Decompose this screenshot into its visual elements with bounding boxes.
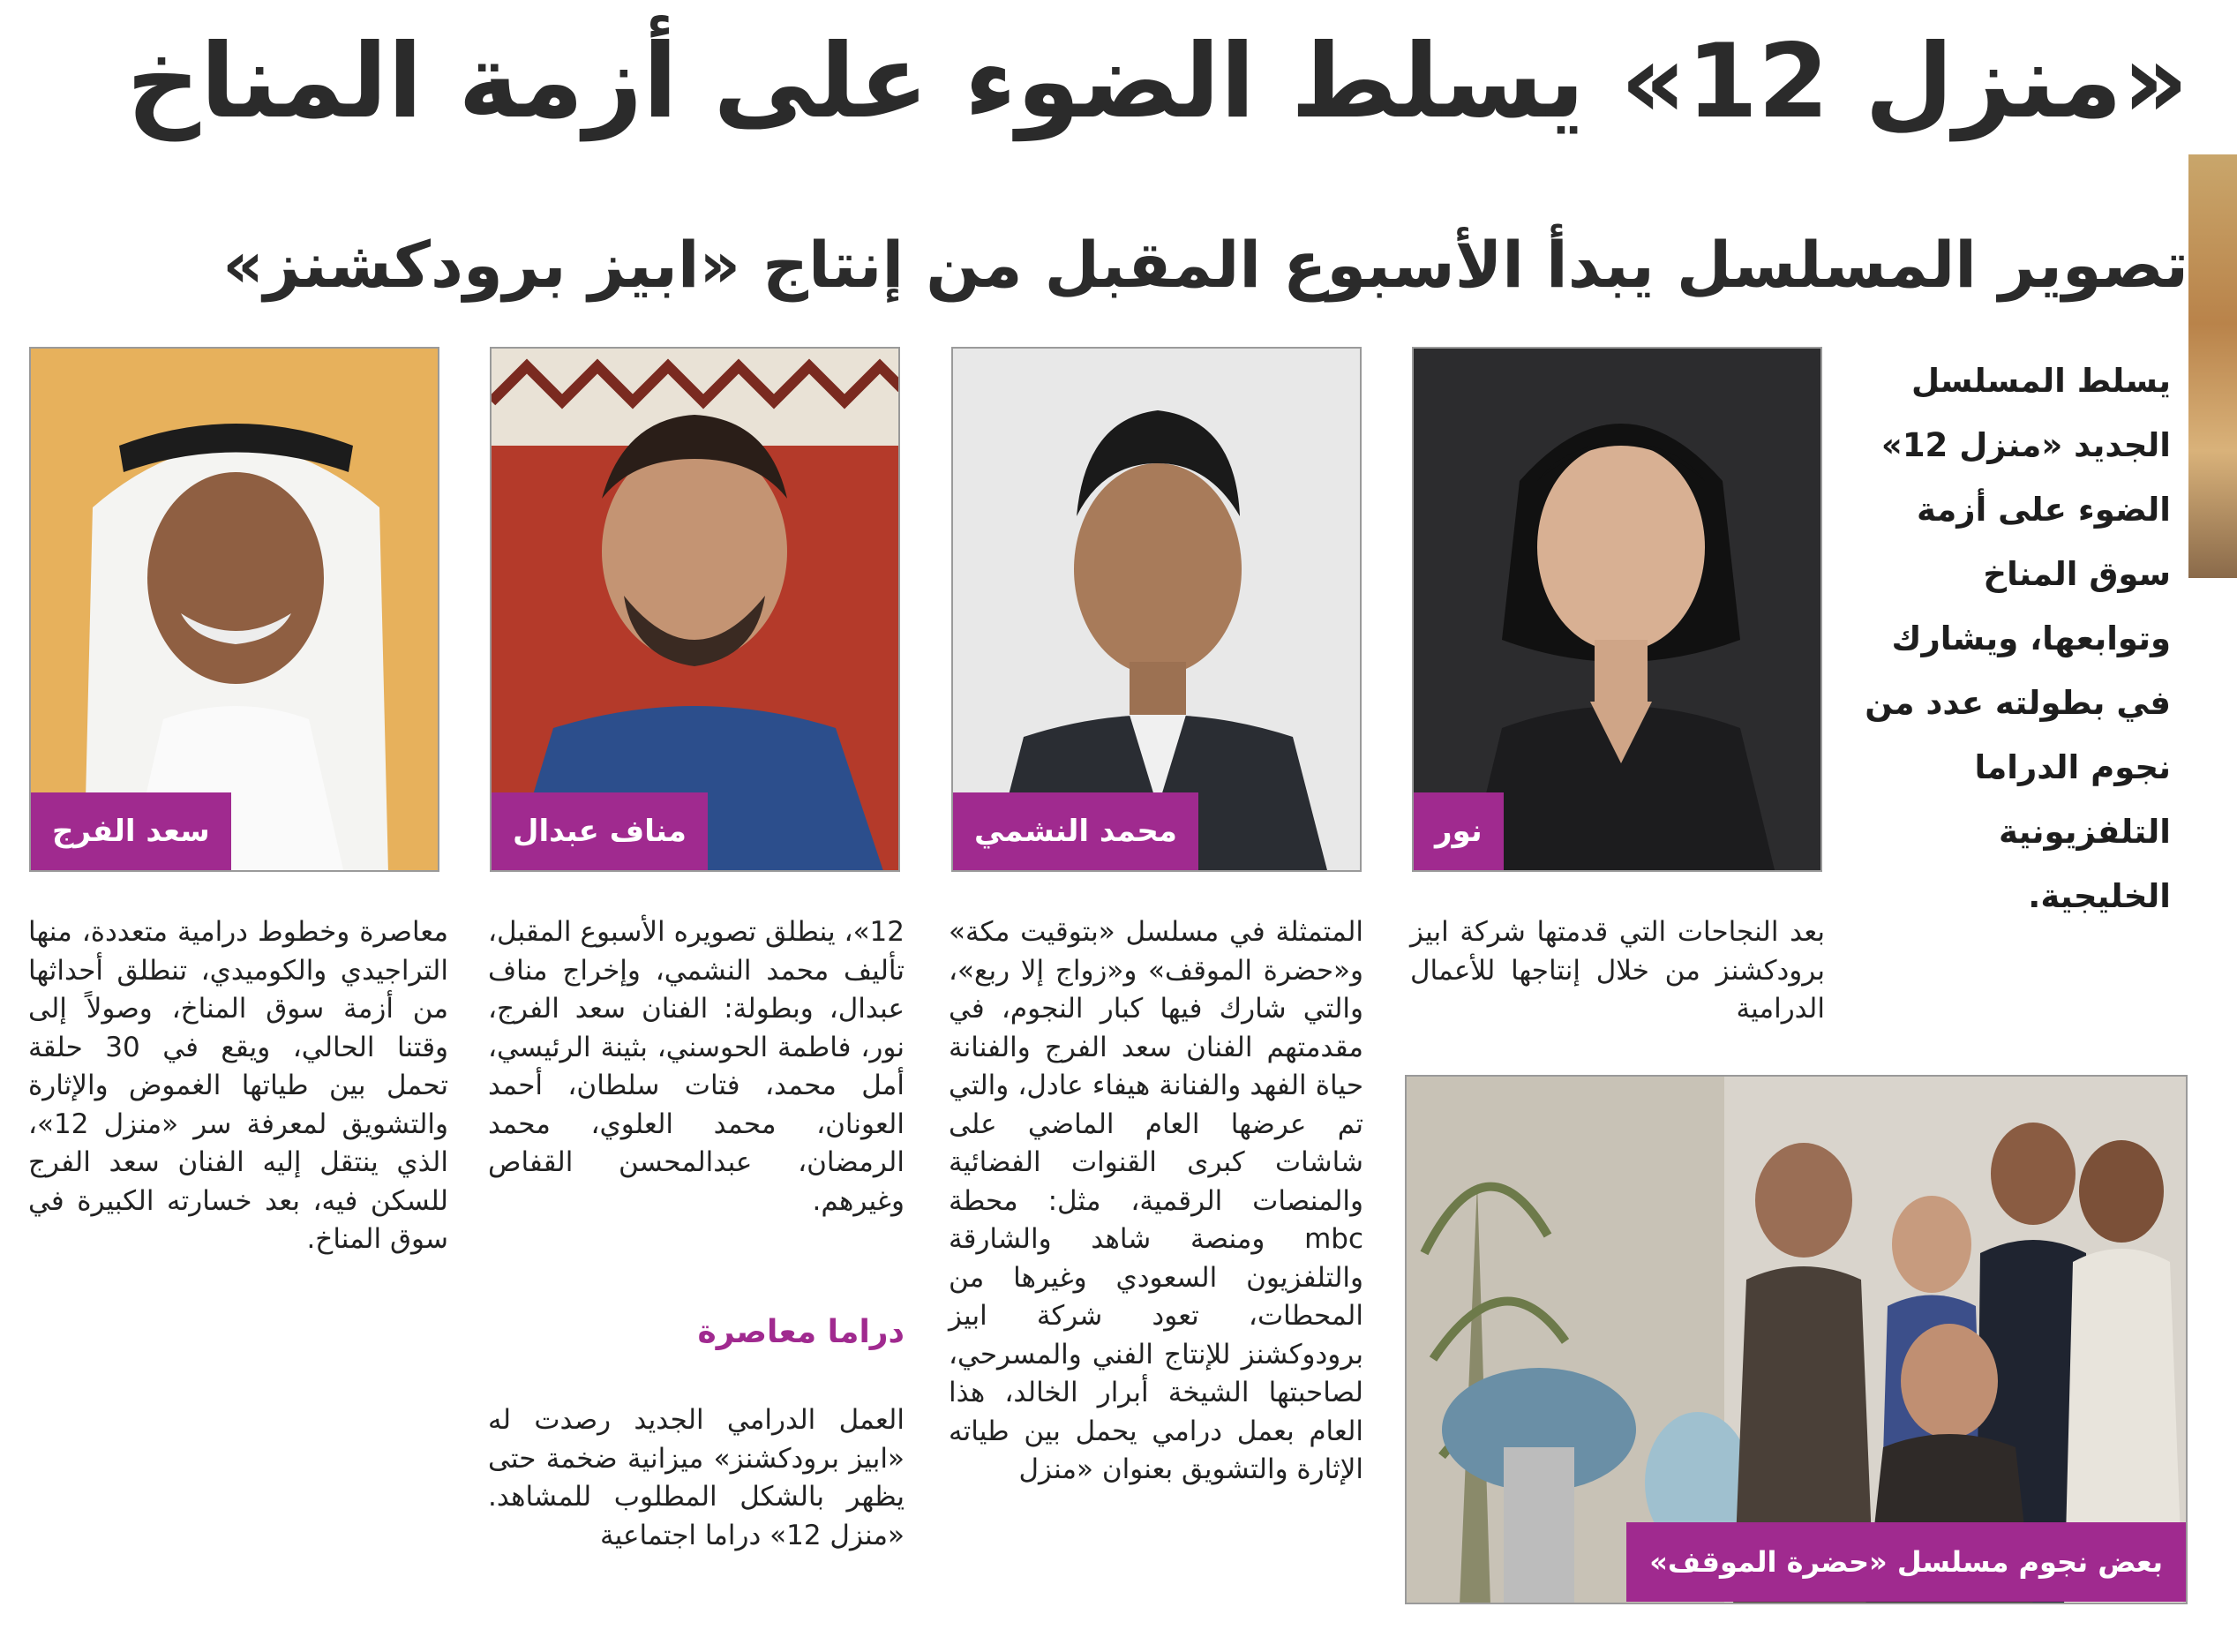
column-3-bottom-paragraph: العمل الدرامي الجديد رصدت له «ابيز برودكشنز» ميزانية ضخمة حتى يظهر بالشكل المطلوب للمشاهد. «منزل 12» دراما اجتماعية [488,1404,905,1551]
group-photo-caption: بعض نجوم مسلسل «حضرة الموقف» [1626,1522,2186,1602]
portrait-saad [29,347,439,872]
column-2-paragraph: المتمثلة في مسلسل «بتوقيت مكة» و«حضرة الموقف» و«زواج إلا ربع»، والتي شارك فيها كبار النجوم، في مقدمتهم الفنان سعد الفرج والفنانة حياة الفهد والفنانة هيفاء عادل، والتي تم عرضها العام الماضي على شاشات كبرى القنوات الفضائية والمنصات الرقمية، مثل: محطة mbc ومنصة شاهد والشارقة والتلفزيون السعودي وغيرها من المحطات، تعود شركة ابيز برودوكشنز للإنتاج الفني والمسرحي، لصاحبتها الشيخة أبرار الخالد، هذا العام بعمل درامي يحمل بين طياته الإثارة والتشويق بعنوان «منزل [949,916,1363,1485]
caption-saad: سعد الفرج [31,792,231,870]
column-4-paragraph: معاصرة وخطوط درامية متعددة، منها التراجيدي والكوميدي، تنطلق أحداثها من أزمة سوق المناخ، وصولاً إلى وقتنا الحالي، ويقع في 30 حلقة تحمل بين طياتها الغموض والإثارة والتشويق لمعرفة سر «منزل 12»، الذي ينتقل إليه الفنان سعد الفرج للسكن فيه، بعد خسارته الكبيرة في سوق المناخ. [28,916,448,1255]
caption-nashmi: محمد النشمي [953,792,1198,870]
column-1-paragraph: بعد النجاحات التي قدمتها شركة ابيز برودكشنز من خلال إنتاجها للأعمال الدرامية [1410,916,1825,1025]
edge-photo-fragment [2188,154,2237,578]
column-3-top-paragraph: 12»، ينطلق تصويره الأسبوع المقبل، تأليف محمد النشمي، وإخراج مناف عبدال، وبطولة: الفنان سعد الفرج، نور، فاطمة الحوسني، بثينة الرئيسي، أمل محمد، فتات سلطان، أحمد العونان، محمد العلوي، محمد الرمضان، عبدالمحسن القفاص وغيرهم. [488,916,905,1217]
portrait-manaf [490,347,900,872]
text-column-4 [28,913,448,1259]
headline: «منزل 12» يسلط الضوء على أزمة المناخ [126,22,2188,141]
text-column-1 [1410,913,1825,1029]
subheadline: تصوير المسلسل يبدأ الأسبوع المقبل من إنتاج «ابيز برودكشنز» [222,228,2188,302]
section-head-contemporary-drama: دراما معاصرة [697,1314,905,1350]
portrait-nashmi [951,347,1362,872]
caption-manaf: مناف عبدال [492,792,708,870]
text-column-3-bottom [488,1401,905,1555]
intro-paragraph: يسلط المسلسل الجديد «منزل 12» الضوء على أزمة سوق المناخ وتوابعها، ويشارك في بطولته عدد من نجوم الدراما التلفزيونية الخليجية. [1865,362,2171,915]
portrait-nour [1412,347,1822,872]
text-column-2 [949,913,1363,1490]
caption-nour: نور [1414,792,1504,870]
text-column-3-top [488,913,905,1220]
group-photo [1405,1075,2188,1604]
